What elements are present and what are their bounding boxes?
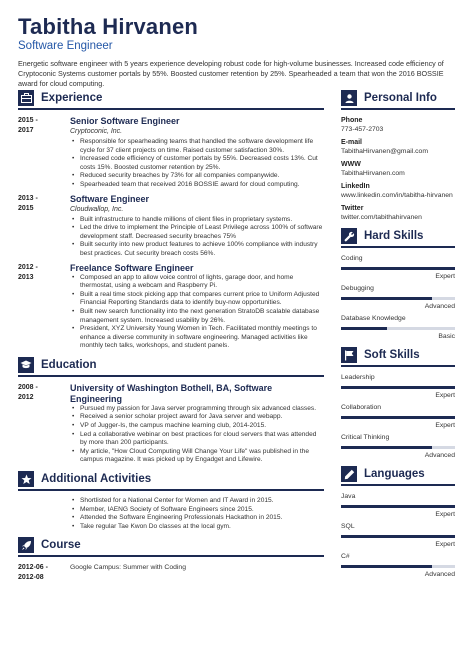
skill-level: Basic xyxy=(438,333,455,340)
job-end: 2013 xyxy=(18,273,34,281)
flag-icon xyxy=(341,347,357,363)
education-bullet: • Received a senior scholar project award for Java server and webapp. xyxy=(80,413,324,422)
course-header xyxy=(18,535,324,557)
right-column xyxy=(341,88,455,579)
course-start: 2012-06 - xyxy=(18,564,48,572)
job-dates xyxy=(18,116,70,190)
job-title: Freelance Software Engineer xyxy=(70,262,194,273)
education-title: Education xyxy=(41,358,97,371)
skill-level: Expert xyxy=(435,392,455,399)
education-degree: University of Washington Bothell, BA, Software Engineering xyxy=(70,382,273,404)
skill-bar xyxy=(341,386,455,389)
language-bar-fill xyxy=(341,565,432,568)
job-bullet: • President, XYZ University Young Women in Tech. Facilitated monthly meetings to enhance a diverse community in software engineering. Managed activities like monthly tech talks, workshops, and student panels. xyxy=(80,325,324,351)
personal-item xyxy=(341,204,455,223)
personal-info-header xyxy=(341,88,455,110)
skill-item xyxy=(341,433,455,460)
skill-bar-fill xyxy=(341,386,455,389)
job-entry xyxy=(18,194,324,259)
job-bullets xyxy=(70,216,324,259)
language-bar xyxy=(341,505,455,508)
education-bullet: • My article, "How Cloud Computing Will Change Your Life" was published in the campus magazine. It was picked up by Engadget and Lifewire. xyxy=(80,448,324,465)
skill-bar-fill xyxy=(341,267,455,270)
activities-header xyxy=(18,469,324,491)
skill-name: Coding xyxy=(341,255,363,262)
job-company: Cloudwallop, Inc. xyxy=(70,205,124,213)
skill-item xyxy=(341,403,455,430)
skill-bar-fill xyxy=(341,446,432,449)
language-item xyxy=(341,522,455,549)
activities-title: Additional Activities xyxy=(41,473,152,486)
rocket-icon xyxy=(18,537,34,553)
education-header xyxy=(18,355,324,377)
personal-info-title: Personal Info xyxy=(364,92,437,104)
experience-header xyxy=(18,88,324,110)
course-dates xyxy=(18,563,70,583)
education-bullet: • Led a collaborative webinar on best practices for cloud servers that was attended by more than 200 participants. xyxy=(80,431,324,448)
skill-bar xyxy=(341,416,455,419)
linkedin-label: LinkedIn xyxy=(341,183,370,190)
job-dates xyxy=(18,194,70,259)
languages-header xyxy=(341,464,455,486)
graduation-cap-icon xyxy=(18,357,34,373)
twitter-value: twitter.com/tabithahirvanen xyxy=(341,214,422,221)
email-label: E-mail xyxy=(341,139,363,146)
personal-item xyxy=(341,116,455,135)
job-start: 2012 - xyxy=(18,263,38,271)
job-bullet: • Responsible for spearheading teams that handled the software development life cycle for 37 client projects on time. Raised customer satisfaction 30%. xyxy=(80,138,324,155)
education-start: 2008 - xyxy=(18,383,38,391)
activity-bullet: • Attended the Software Engineering Professionals Hackathon in 2015. xyxy=(80,514,324,523)
soft-skills-header xyxy=(341,345,455,367)
skill-bar-fill xyxy=(341,327,387,330)
candidate-role: Software Engineer xyxy=(18,40,113,52)
course-end: 2012-08 xyxy=(18,574,44,582)
course-name: Google Campus: Summer with Coding xyxy=(70,564,186,572)
phone-label: Phone xyxy=(341,117,363,124)
language-level: Expert xyxy=(435,541,455,548)
education-end: 2012 xyxy=(18,393,34,401)
job-start: 2013 - xyxy=(18,194,38,202)
skill-bar-fill xyxy=(341,297,432,300)
course-entry xyxy=(18,563,324,583)
education-bullet: • VP of Jugger-Is, the campus machine learning club, 2014-2015. xyxy=(80,422,324,431)
summary-text: Energetic software engineer with 5 years experience developing robust code for high-volume businesses. Increased code efficiency of Cryptoconic Systems customer portals by 55%. Boosted customer retention by 25%. Spearheaded a team that won the 2016 BOSSIE award for cloud computing. xyxy=(18,59,444,88)
skill-bar xyxy=(341,327,455,330)
job-bullet: • Built new search functionality into the next generation StratoDB scalable database management system. Increased usability by 26%. xyxy=(80,308,324,325)
language-level: Advanced xyxy=(424,571,455,578)
skill-level: Advanced xyxy=(424,303,455,310)
soft-skills-title: Soft Skills xyxy=(364,349,420,361)
personal-item xyxy=(341,182,455,201)
star-icon xyxy=(18,471,34,487)
skill-level: Advanced xyxy=(424,452,455,459)
left-column xyxy=(18,88,324,587)
job-end: 2015 xyxy=(18,204,34,212)
activities-entry xyxy=(18,497,324,531)
education-dates xyxy=(18,383,70,465)
experience-title: Experience xyxy=(41,92,103,104)
language-bar xyxy=(341,565,455,568)
job-bullets xyxy=(70,138,324,190)
job-end: 2017 xyxy=(18,127,34,134)
skill-item xyxy=(341,314,455,341)
language-name: C# xyxy=(341,553,350,560)
skill-name: Database Knowledge xyxy=(341,315,406,322)
skill-bar-fill xyxy=(341,416,455,419)
personal-item xyxy=(341,160,455,179)
twitter-label: Twitter xyxy=(341,205,364,212)
email-value: TabithaHirvanen@gmail.com xyxy=(341,148,428,155)
phone-value: 773-457-2703 xyxy=(341,126,384,133)
job-title: Software Engineer xyxy=(70,193,150,204)
activity-bullet: • Take regular Tae Kwon Do classes at the local gym. xyxy=(80,523,324,532)
language-bar xyxy=(341,535,455,538)
candidate-name: Tabitha Hirvanen xyxy=(18,14,199,39)
job-bullet: • Spearheaded team that received 2016 BOSSIE award for cloud computing. xyxy=(80,181,324,190)
linkedin-value: www.linkedin.com/in/tabitha-hirvanen xyxy=(341,192,453,199)
www-label: WWW xyxy=(341,161,361,168)
id-card-icon xyxy=(341,90,357,106)
language-name: Java xyxy=(341,493,356,500)
job-bullet: • Led the drive to implement the Principle of Least Privilege across 100% of software development staff. Decreased security breaches 75% xyxy=(80,224,324,241)
job-company: Cryptoconic, Inc. xyxy=(70,128,123,135)
hard-skills-title: Hard Skills xyxy=(364,230,424,242)
language-level: Expert xyxy=(435,511,455,518)
job-bullet: • Increased code efficiency of customer portals by 55%. Decreased costs 13%. Cut costs 15%. Boosted customer retention by 25%. xyxy=(80,155,324,172)
skill-level: Expert xyxy=(435,422,455,429)
language-bar-fill xyxy=(341,535,455,538)
education-entry xyxy=(18,383,324,465)
language-item xyxy=(341,552,455,579)
job-entry xyxy=(18,116,324,190)
job-dates xyxy=(18,263,70,351)
job-bullet: • Reduced security breaches by 73% for all companies companywide. xyxy=(80,172,324,181)
education-bullets xyxy=(70,405,324,465)
job-bullet: • Built a real time stock picking app that compares current price to Uniform Adjusted Financial Reporting Standards data to identify buy-now opportunities. xyxy=(80,291,324,308)
skill-name: Debugging xyxy=(341,285,374,292)
course-title: Course xyxy=(41,539,81,552)
job-bullet: • Composed an app to allow voice control of lights, garage door, and home thermostat, using a webcam and Raspberry Pi. xyxy=(80,274,324,291)
skill-name: Collaboration xyxy=(341,404,382,411)
skill-item xyxy=(341,254,455,281)
languages-title: Languages xyxy=(364,468,425,480)
skill-bar xyxy=(341,446,455,449)
skill-bar xyxy=(341,297,455,300)
wrench-icon xyxy=(341,228,357,244)
activities-bullets xyxy=(70,497,324,531)
briefcase-icon xyxy=(18,90,34,106)
skill-bar xyxy=(341,267,455,270)
skill-level: Expert xyxy=(435,273,455,280)
language-item xyxy=(341,492,455,519)
education-bullet: • Pursued my passion for Java server programming through six advanced classes. xyxy=(80,405,324,414)
job-bullet: • Built security into new product features to achieve 100% compliance with industry best practices. Cut security breach costs 56%. xyxy=(80,241,324,258)
job-bullet: • Built infrastructure to handle millions of client files in proprietary systems. xyxy=(80,216,324,225)
language-bar-fill xyxy=(341,505,455,508)
job-start: 2015 - xyxy=(18,117,38,124)
skill-name: Critical Thinking xyxy=(341,434,390,441)
skill-item xyxy=(341,284,455,311)
job-entry xyxy=(18,263,324,351)
language-name: SQL xyxy=(341,523,355,530)
activity-bullet: • Member, IAENG Society of Software Engineers since 2015. xyxy=(80,506,324,515)
skill-item xyxy=(341,373,455,400)
skill-name: Leadership xyxy=(341,374,375,381)
job-title: Senior Software Engineer xyxy=(70,116,180,126)
job-bullets xyxy=(70,274,324,351)
activity-bullet: • Shortlisted for a National Center for Women and IT Award in 2015. xyxy=(80,497,324,506)
personal-item xyxy=(341,138,455,157)
hard-skills-header xyxy=(341,226,455,248)
www-value: TabithaHirvanen.com xyxy=(341,170,405,177)
pencil-icon xyxy=(341,466,357,482)
